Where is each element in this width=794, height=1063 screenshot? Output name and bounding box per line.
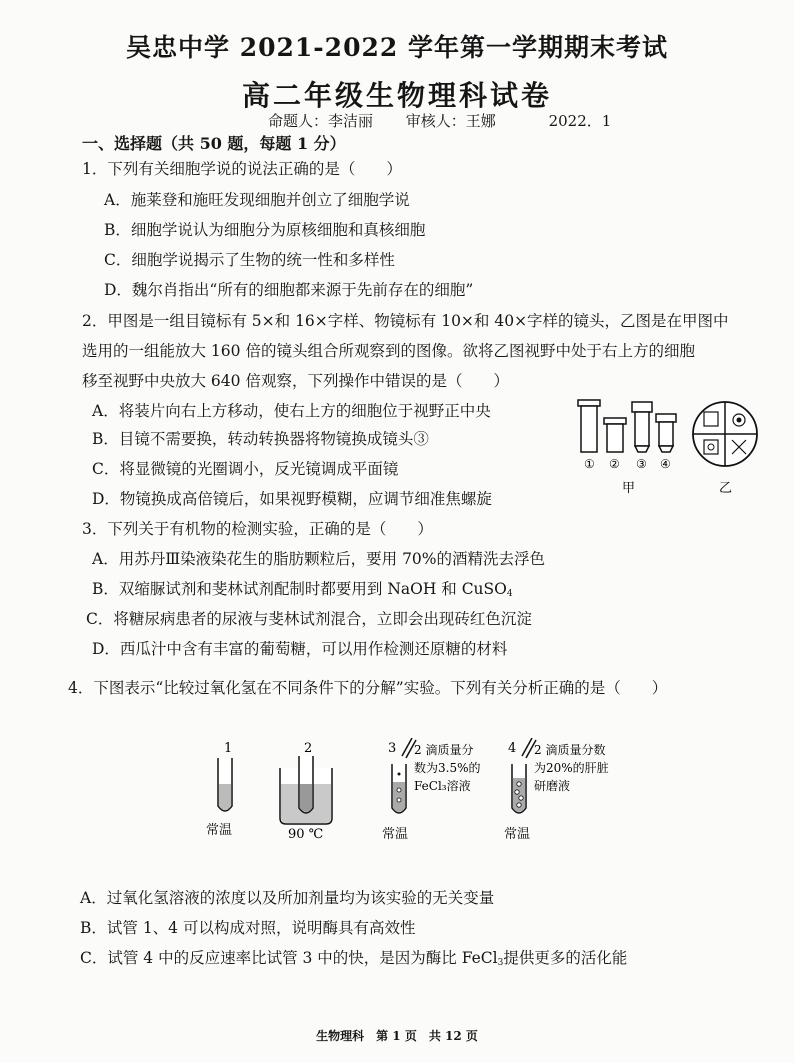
q2-option-d: D．物镜换成高倍镜后，如果视野模糊，应调节细准焦螺旋: [92, 490, 492, 508]
q3-option-a: A．用苏丹Ⅲ染液染花生的脂肪颗粒后，要用 70%的酒精洗去浮色: [92, 550, 546, 568]
exam-title: 吴忠中学 2021-2022 学年第一学期期末考试: [126, 33, 668, 62]
note3-line-1: 2 滴质量分: [414, 743, 474, 757]
test-tube-4-icon: [504, 738, 609, 842]
section-title: 一、选择题（共 50 题，每题 1 分）: [82, 134, 346, 153]
note4-line-1: 2 滴质量分数: [534, 743, 606, 757]
tube-number-4: 4: [508, 741, 517, 756]
figure-label-yi: 乙: [719, 481, 733, 496]
note3-line-2: 数为3.5%的: [414, 761, 481, 775]
lens-4-icon: [656, 414, 676, 452]
q2-stem-line-2: 选用的一组能放大 160 倍的镜头组合所观察到的图像。欲将乙图视野中处于右上方的细胞: [82, 342, 695, 360]
q1-option-d: D．魏尔肖指出“所有的细胞都来源于先前存在的细胞”: [104, 281, 474, 299]
q1-option-a: A．施莱登和施旺发现细胞并创立了细胞学说: [104, 191, 410, 209]
note4-line-3: 研磨液: [534, 779, 571, 793]
q4-option-c: [80, 946, 627, 968]
q4-option-c-tail: 提供更多的活化能: [503, 949, 628, 967]
reviewer-text: 审核人：王娜: [405, 112, 496, 130]
q2-option-b: B．目镜不需要换，转动转换器将物镜换成镜头③: [92, 430, 429, 448]
condition-2: 90 ℃: [288, 827, 324, 842]
exam-meta: [268, 110, 639, 131]
q4-option-c-subscript: 3: [497, 958, 504, 968]
exam-subtitle: 高二年级生物理科试卷: [241, 79, 552, 112]
field-of-view-icon: [693, 402, 757, 466]
tube-number-2: 2: [304, 741, 313, 756]
q4-option-a: A．过氧化氢溶液的浓度以及所加剂量均为该实验的无关变量: [80, 889, 495, 907]
date-text: 2022．1: [548, 112, 612, 130]
lens-1-icon: [578, 400, 600, 452]
note3-line-3: FeCl₃溶液: [414, 779, 471, 793]
q4-stem: 4．下图表示“比较过氧化氢在不同条件下的分解”实验。下列有关分析正确的是（ ）: [68, 679, 668, 697]
author-text: 命题人：李洁丽: [268, 112, 374, 130]
q3-option-b-subscript: 4: [506, 589, 513, 599]
lens-label-2: ②: [609, 457, 620, 471]
microscope-lens-figure: [568, 392, 768, 502]
experiment-figure: [192, 738, 622, 844]
tube-number-1: 1: [224, 741, 233, 756]
page-footer: 生物理科 第 1 页 共 12 页: [316, 1029, 478, 1043]
test-tube-1-icon: [206, 741, 232, 838]
q3-option-d: D．西瓜汁中含有丰富的葡萄糖，可以用作检测还原糖的材料: [92, 640, 508, 658]
figure-label-jia: 甲: [622, 481, 636, 496]
beaker-tube-2-icon: [280, 741, 332, 842]
q3-option-b-text: B．双缩脲试剂和斐林试剂配制时都要用到 NaOH 和 CuSO: [92, 580, 507, 598]
lens-2-icon: [604, 418, 626, 452]
lens-label-3: ③: [636, 457, 647, 471]
q3-option-c: C．将糖尿病患者的尿液与斐林试剂混合，立即会出现砖红色沉淀: [86, 610, 532, 628]
lens-3-icon: [632, 402, 652, 452]
condition-1: 常温: [206, 823, 233, 838]
q4-option-b: B．试管 1、4 可以构成对照，说明酶具有高效性: [80, 919, 416, 937]
note4-line-2: 为20%的肝脏: [534, 761, 609, 775]
q2-option-a: A．将装片向右上方移动，使右上方的细胞位于视野正中央: [92, 402, 491, 420]
q2-stem-line-1: 2．甲图是一组目镜标有 5×和 16×字样、物镜标有 10×和 40×字样的镜头，乙图是在甲图中: [82, 312, 729, 330]
q3-stem: 3．下列关于有机物的检测实验，正确的是（ ）: [82, 520, 433, 538]
lens-label-4: ④: [660, 457, 671, 471]
test-tube-3-icon: [382, 738, 481, 842]
q4-option-c-text: C．试管 4 中的反应速率比试管 3 中的快，是因为酶比 FeCl: [80, 949, 498, 967]
condition-4: 常温: [504, 827, 531, 842]
q1-stem: 1．下列有关细胞学说的说法正确的是（ ）: [82, 160, 402, 178]
q1-option-b: B．细胞学说认为细胞分为原核细胞和真核细胞: [104, 221, 426, 239]
q3-option-b: [92, 577, 513, 599]
q2-stem-line-3: 移至视野中央放大 640 倍观察，下列操作中错误的是（ ）: [82, 372, 509, 390]
condition-3: 常温: [382, 827, 409, 842]
q1-option-c: C．细胞学说揭示了生物的统一性和多样性: [104, 251, 395, 269]
q2-option-c: C．将显微镜的光圈调小，反光镜调成平面镜: [92, 460, 399, 478]
tube-number-3: 3: [388, 741, 397, 756]
lens-label-1: ①: [584, 457, 595, 471]
